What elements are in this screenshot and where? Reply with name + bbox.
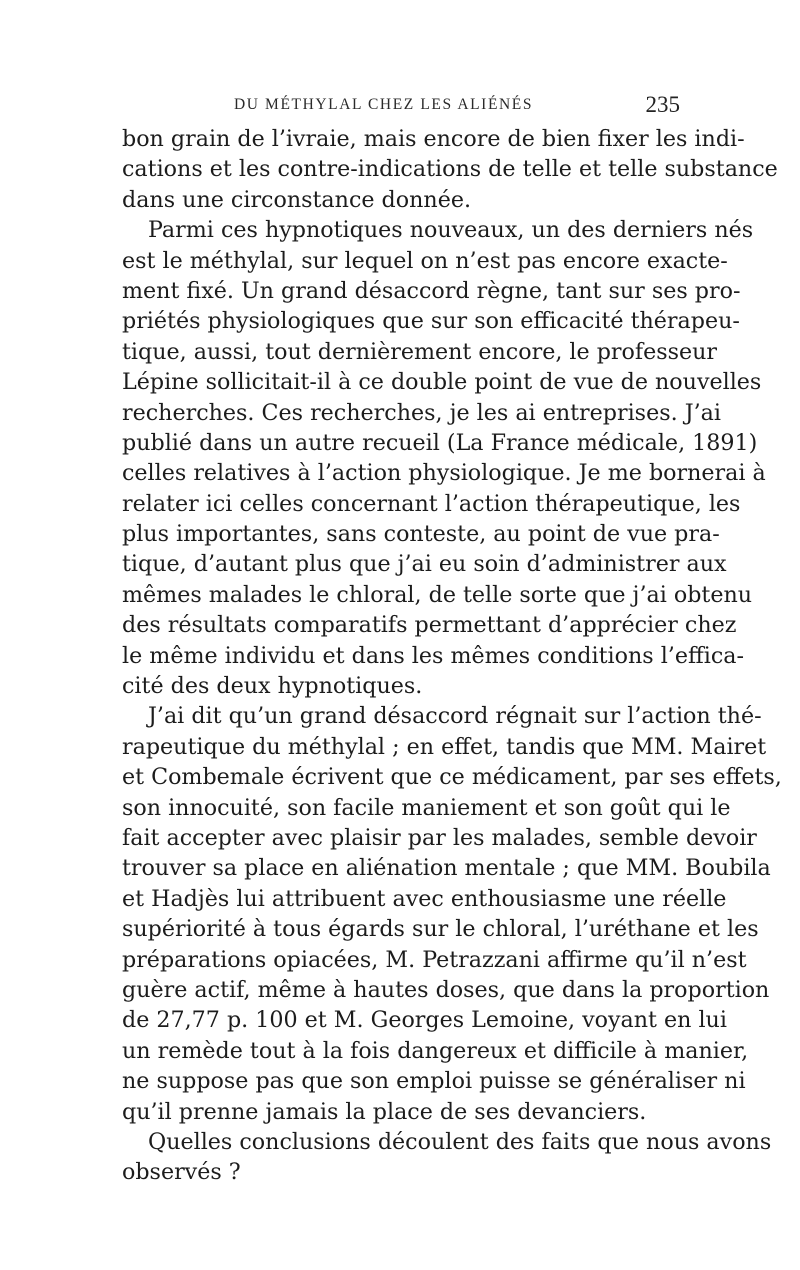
text-line: un remède tout à la fois dangereux et difficile à manier, [122,1037,749,1064]
text-line: et Hadjès lui attribuent avec enthousiasme une réelle [122,885,727,912]
text-line: rapeutique du méthylal ; en effet, tandis que MM. Mairet [122,733,767,760]
text-line: supériorité à tous égards sur le chloral, l’uréthane et les [122,916,759,943]
text-line: relater ici celles concernant l’action thérapeutique, les [122,490,741,517]
text-line: est le méthylal, sur lequel on n’est pas encore exacte- [122,247,728,274]
text-line: priétés physiologiques que sur son efficacité thérapeu- [122,308,740,335]
text-line: observés ? [122,1159,241,1186]
text-line: cations et les contre-indications de telle et telle substance [122,156,778,183]
text-line: préparations opiacées, M. Petrazzani affirme qu’il n’est [122,946,747,973]
text-line: Lépine sollicitait-il à ce double point de vue de nouvelles [122,369,762,396]
text-line: ne suppose pas que son emploi puisse se généraliser ni [122,1068,746,1095]
text-line: J’ai dit qu’un grand désaccord régnait sur l’action thé- [148,703,762,730]
text-line: Quelles conclusions découlent des faits que nous avons [148,1128,772,1155]
text-line: dans une circonstance donnée. [122,186,472,213]
text-line: guère actif, même à hautes doses, que dans la proportion [122,976,770,1003]
text-line: fait accepter avec plaisir par les malades, semble devoir [122,824,757,851]
text-line: cité des deux hypnotiques. [122,673,423,700]
page-number: 235 [645,92,680,117]
text-line: tique, d’autant plus que j’ai eu soin d’administrer aux [122,551,727,578]
text-line: trouver sa place en aliénation mentale ; que MM. Boubila [122,855,771,882]
text-line: bon grain de l’ivraie, mais encore de bien fixer les indi- [122,126,745,152]
text-line: plus importantes, sans conteste, au point de vue pra- [122,521,720,548]
text-line: recherches. Ces recherches, je les ai entreprises. J’ai [122,399,721,426]
text-line: ment fixé. Un grand désaccord règne, tant sur ses pro- [122,277,741,304]
text-line: son innocuité, son facile maniement et son goût qui le [122,794,731,821]
text-line: qu’il prenne jamais la place de ses devanciers. [122,1098,647,1125]
text-line: de 27,77 p. 100 et M. Georges Lemoine, voyant en lui [122,1007,727,1034]
text-line: des résultats comparatifs permettant d’apprécier chez [122,612,737,639]
text-line: celles relatives à l’action physiologique. Je me bornerai à [122,460,766,487]
running-title: DU MÉTHYLAL CHEZ LES ALIÉNÉS [234,96,534,113]
text-line: tique, aussi, tout dernièrement encore, le professeur [122,338,718,365]
running-head [120,92,680,122]
text-line: le même individu et dans les mêmes conditions l’effica- [122,642,744,669]
text-line: mêmes malades le chloral, de telle sorte que j’ai obtenu [122,581,753,608]
text-line: Parmi ces hypnotiques nouveaux, un des derniers nés [148,217,754,244]
body-text [122,124,782,1188]
text-line: et Combemale écrivent que ce médicament, par ses effets, [122,764,782,791]
text-line: publié dans un autre recueil (La France médicale, 1891) [122,429,758,456]
